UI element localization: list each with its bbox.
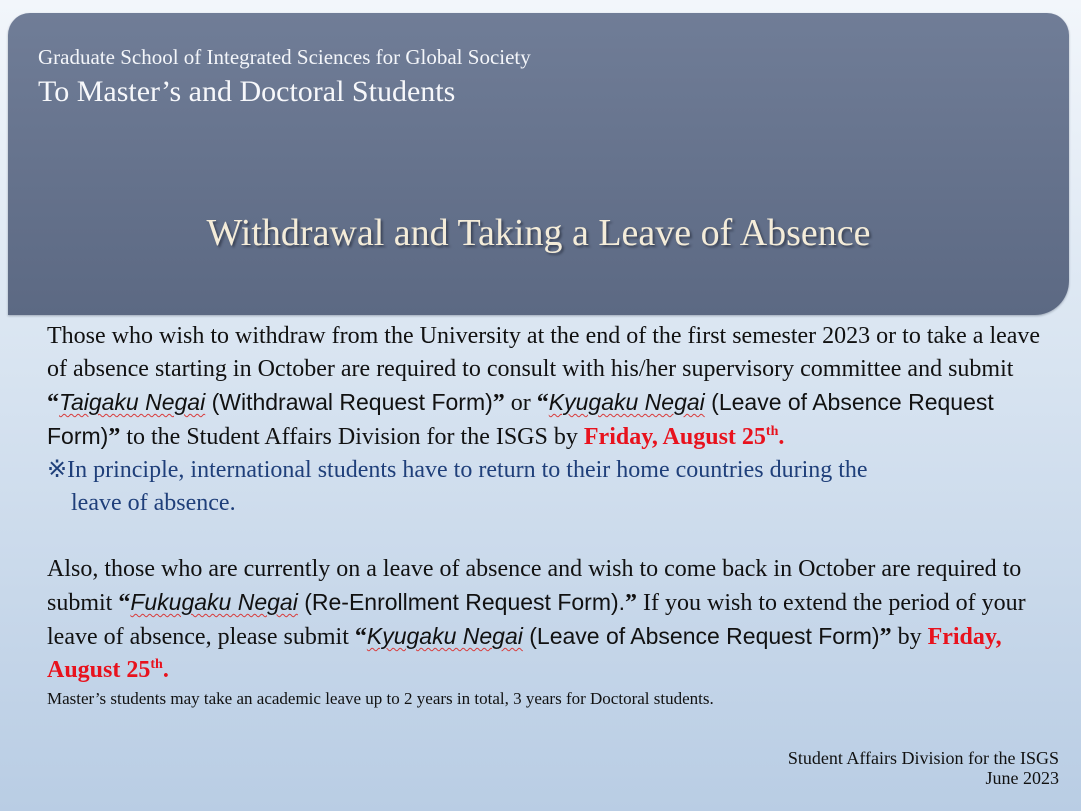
note-line-1: In principle, international students have to return to their home countries during the bbox=[67, 457, 868, 483]
deadline-date: Friday, August 25th. bbox=[583, 424, 785, 450]
reenrollment-text-1: Also, those who are currently on a leave of absence and wish to come back in October are required to submit bbox=[47, 556, 1022, 616]
reenrollment-text-3: by bbox=[891, 624, 928, 650]
school-name: Graduate School of Integrated Sciences for Global Society bbox=[38, 45, 531, 69]
signature-block bbox=[788, 748, 1059, 788]
close-quote: ” bbox=[879, 624, 892, 650]
deadline-suffix: th bbox=[150, 657, 163, 672]
audience-line: To Master’s and Doctoral Students bbox=[38, 75, 456, 108]
leave-duration-note: Master’s students may take an academic leave up to 2 years in total, 3 years for Doctoral students. bbox=[47, 689, 714, 708]
international-students-note-cont bbox=[47, 487, 1057, 520]
kyugaku-negai-term: Kyugaku Negai bbox=[366, 623, 523, 649]
open-quote: “ bbox=[47, 390, 59, 416]
deadline-suffix: th bbox=[765, 424, 779, 439]
paragraph-spacer bbox=[47, 520, 1057, 553]
deadline-period: . bbox=[778, 424, 785, 450]
fukugaku-negai-term: Fukugaku Negai bbox=[130, 589, 298, 615]
reenrollment-text-2: If you wish to extend the period of your leave of absence, please submit bbox=[47, 590, 1026, 650]
notice-body bbox=[47, 320, 1057, 711]
withdrawal-form-name: (Withdrawal Request Form) bbox=[205, 389, 493, 415]
close-quote: ” bbox=[492, 390, 505, 416]
withdrawal-paragraph bbox=[47, 320, 1057, 454]
note-mark: ※ bbox=[47, 457, 68, 483]
withdrawal-text-3: to the Student Affairs Division for the ISGS by bbox=[120, 424, 584, 450]
withdrawal-text-1: Those who wish to withdraw from the University at the end of the first semester 2023 or to take a leave of absence starting in October are required to consult with his/her supervisory committee and submit bbox=[47, 323, 1041, 382]
deadline-date: Friday, August 25th. bbox=[47, 624, 1002, 683]
signature-date: June 2023 bbox=[985, 768, 1059, 788]
reenrollment-form-name: (Re-Enrollment Request Form). bbox=[297, 589, 626, 615]
page-title: Withdrawal and Taking a Leave of Absence bbox=[206, 212, 871, 254]
open-quote: “ bbox=[536, 390, 549, 416]
open-quote: “ bbox=[354, 624, 367, 650]
leave-form-name: (Leave of Absence Request Form) bbox=[522, 623, 880, 649]
deadline-period: . bbox=[162, 657, 169, 683]
reenrollment-paragraph bbox=[47, 553, 1057, 687]
open-quote: “ bbox=[118, 590, 131, 616]
header-banner bbox=[8, 13, 1069, 315]
close-quote: ” bbox=[625, 590, 638, 616]
taigaku-negai-term: Taigaku Negai bbox=[59, 389, 206, 415]
international-students-note bbox=[47, 454, 1057, 487]
note-line-2: leave of absence. bbox=[71, 490, 236, 516]
close-quote: ” bbox=[108, 424, 121, 450]
kyugaku-negai-term: Kyugaku Negai bbox=[548, 389, 705, 415]
withdrawal-text-2: or bbox=[504, 390, 537, 416]
signature-division: Student Affairs Division for the ISGS bbox=[787, 748, 1059, 768]
leave-form-name: (Leave of Absence Request Form) bbox=[47, 389, 994, 449]
